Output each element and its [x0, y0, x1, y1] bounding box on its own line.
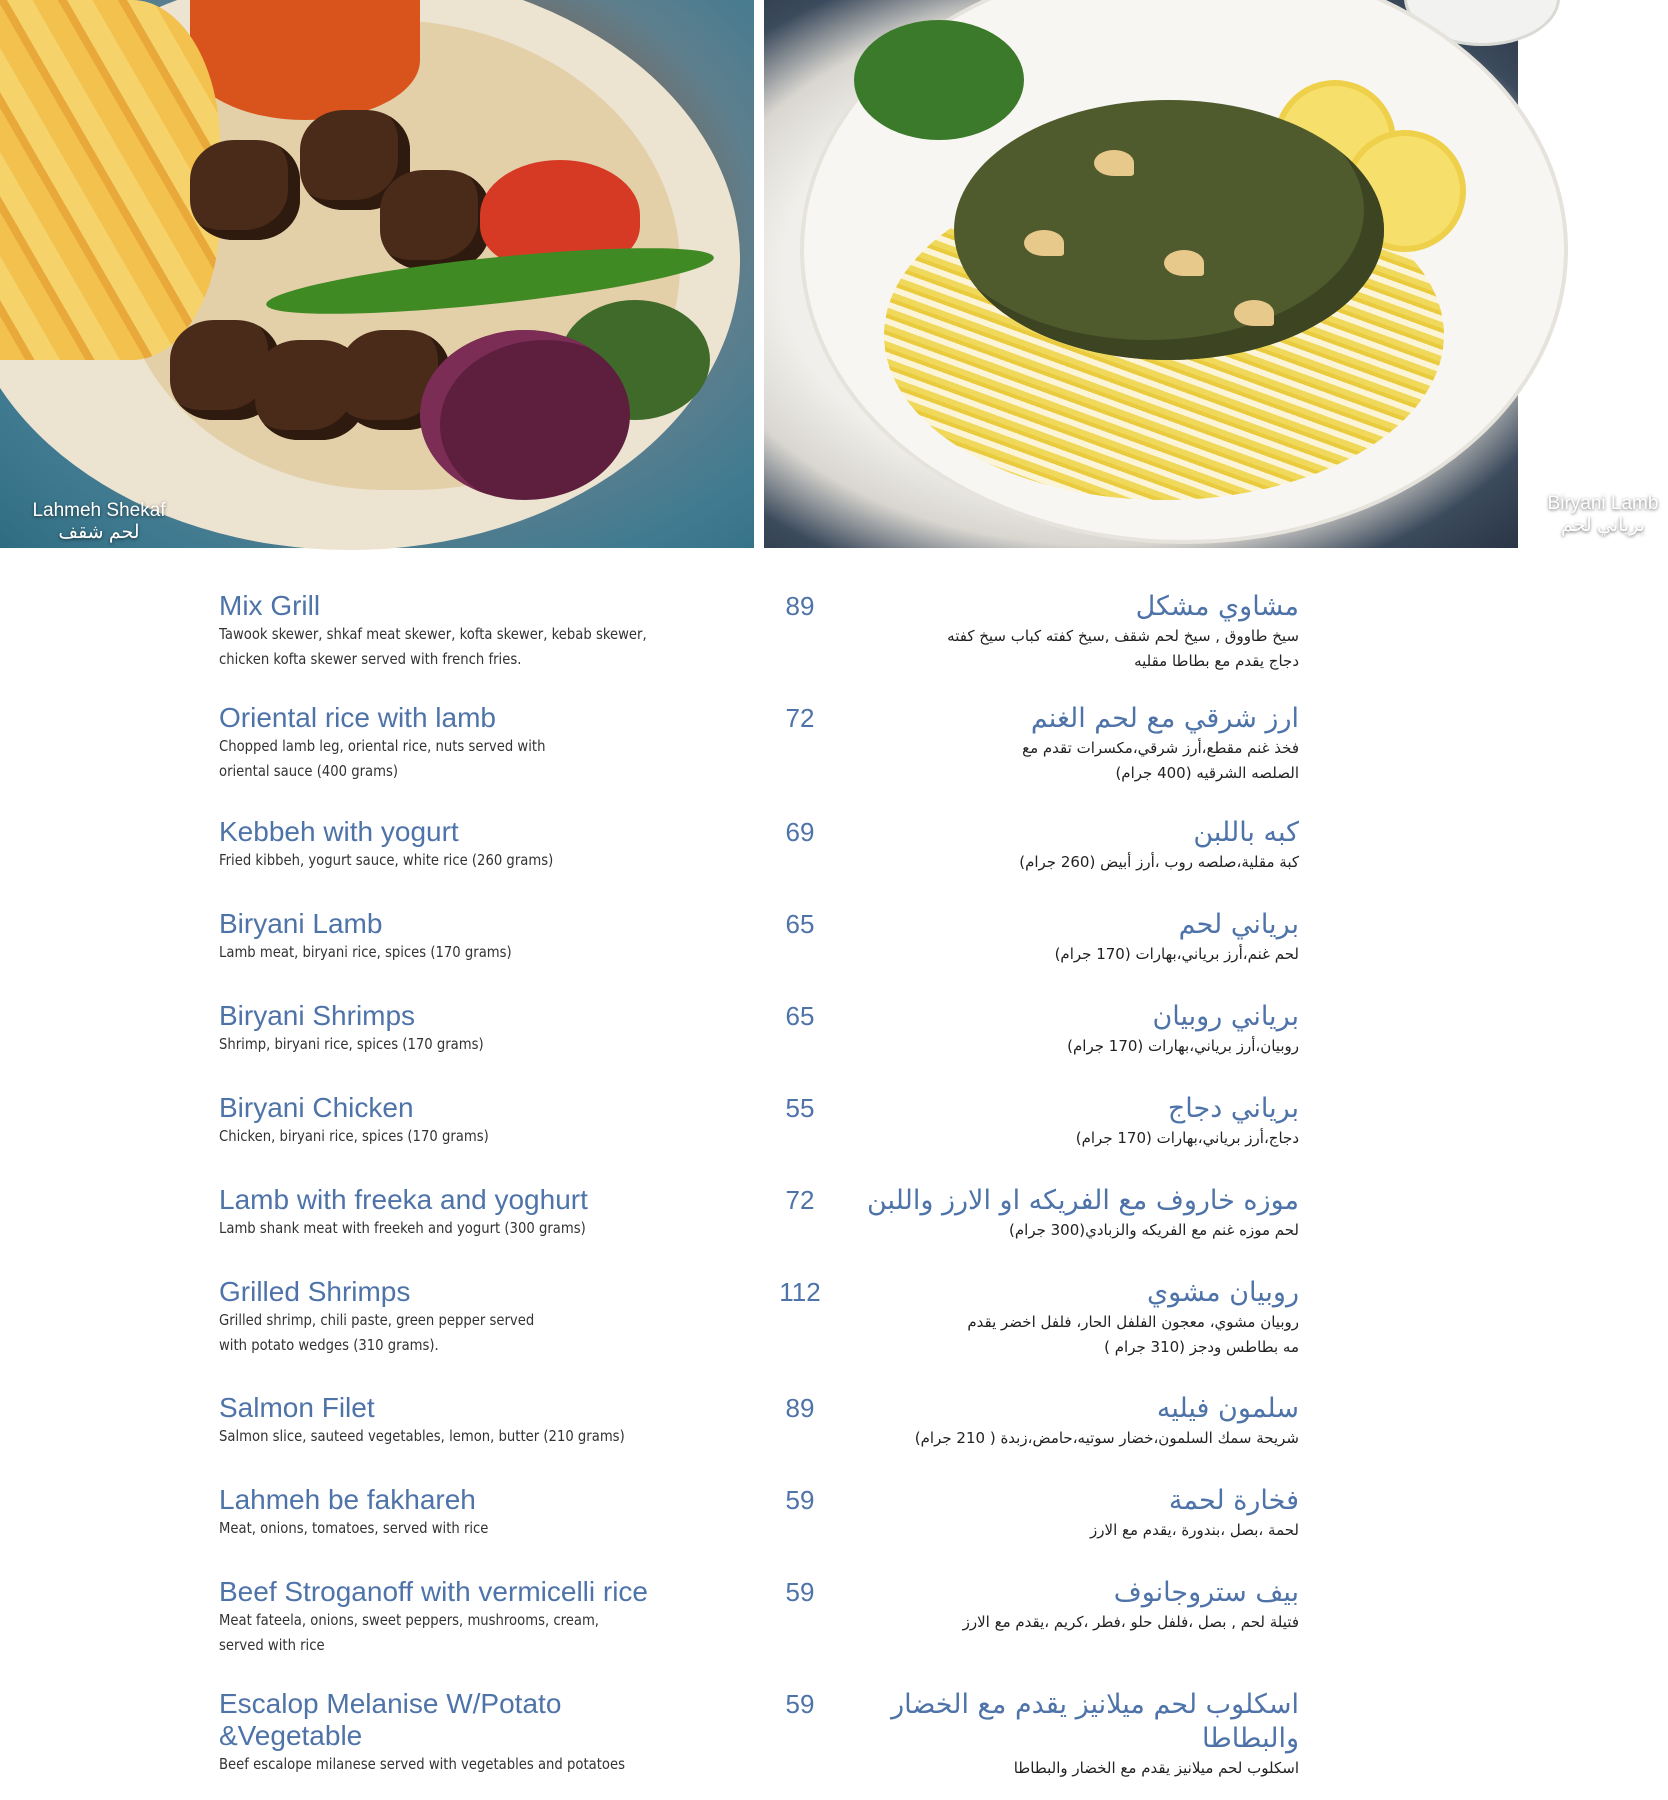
item-en — [219, 908, 689, 965]
item-price: 59 — [785, 1577, 815, 1607]
item-ar — [829, 1576, 1299, 1635]
item-name-en: Biryani Lamb — [219, 908, 383, 939]
item-ar — [829, 1688, 1299, 1781]
item-price: 59 — [785, 1485, 815, 1515]
item-en — [219, 1392, 689, 1449]
item-name-en: Biryani Chicken — [219, 1092, 414, 1123]
item-desc-en: Fried kibbeh, yogurt sauce, white rice (260 grams) — [219, 851, 554, 869]
item-desc-ar: فخذ غنم مقطع،أرز شرقي،مكسرات تقدم مع الصلصه الشرقيه (400 جرام) — [1022, 739, 1299, 782]
item-name-ar: سلمون فيليه — [1156, 1393, 1299, 1424]
item-desc-en: Meat fateela, onions, sweet peppers, mushrooms, cream, served with rice — [219, 1611, 600, 1654]
cashew — [1164, 250, 1204, 276]
item-name-en: Salmon Filet — [219, 1392, 375, 1423]
item-price: 112 — [779, 1277, 821, 1307]
grilled-onion — [420, 330, 630, 500]
item-name-en: Biryani Shrimps — [219, 1000, 416, 1031]
item-en — [219, 1688, 689, 1777]
item-name-en: Oriental rice with lamb — [219, 702, 496, 733]
item-ar — [829, 1392, 1299, 1451]
item-desc-en: Chicken, biryani rice, spices (170 grams) — [219, 1127, 489, 1145]
item-desc-en: Tawook skewer, shkaf meat skewer, kofta skewer, kebab skewer, chicken kofta skewer served with french fries. — [219, 625, 647, 668]
item-name-ar: برياني لحم — [1178, 909, 1299, 940]
item-name-en: Beef Stroganoff with vermicelli rice — [219, 1576, 648, 1607]
item-name-en: Lamb with freeka and yoghurt — [219, 1184, 588, 1215]
biryani-lamb-photo — [764, 0, 1659, 548]
item-price: 89 — [785, 1393, 815, 1423]
left-photo-caption — [24, 500, 174, 544]
item-desc-en: Lamb shank meat with freekeh and yogurt (300 grams) — [219, 1219, 586, 1237]
item-price: 65 — [785, 1001, 815, 1031]
item-ar — [829, 908, 1299, 967]
item-en — [219, 1576, 689, 1658]
item-ar — [829, 816, 1299, 875]
item-desc-ar: لحمة ،بصل ،بندورة ،يقدم مع الارز — [1090, 1521, 1299, 1539]
item-ar — [829, 590, 1299, 674]
item-ar — [829, 1184, 1299, 1243]
item-en — [219, 1184, 689, 1241]
item-desc-en: Chopped lamb leg, oriental rice, nuts served with oriental sauce (400 grams) — [219, 737, 546, 780]
item-en — [219, 1276, 689, 1358]
mint-leaves — [854, 20, 1024, 140]
item-ar — [829, 1000, 1299, 1059]
item-name-en: Lahmeh be fakhareh — [219, 1484, 476, 1515]
item-ar — [829, 1484, 1299, 1543]
item-ar — [829, 1092, 1299, 1151]
photo-row — [0, 0, 1659, 548]
item-name-ar: اسكلوب لحم ميلانيز يقدم مع الخضار والبطاطا — [891, 1689, 1299, 1754]
item-name-ar: موزه خاروف مع الفريكه او الارز واللبن — [866, 1185, 1299, 1216]
item-price: 55 — [785, 1093, 815, 1123]
item-name-ar: روبيان مشوي — [1146, 1277, 1299, 1308]
item-desc-ar: فتيلة لحم , بصل ،فلفل حلو ،فطر ،كريم ،يقدم مع الارز — [962, 1613, 1299, 1631]
item-desc-en: Grilled shrimp, chili paste, green pepper served with potato wedges (310 grams). — [219, 1311, 535, 1354]
item-price: 72 — [785, 1185, 815, 1215]
item-name-en: Mix Grill — [219, 590, 321, 621]
item-en — [219, 1484, 689, 1541]
item-name-en: Escalop Melanise W/Potato &Vegetable — [219, 1688, 562, 1751]
caption-ar: لحم شقف — [58, 522, 140, 543]
item-en — [219, 590, 689, 672]
meat-chunk — [380, 170, 490, 270]
item-ar — [829, 1276, 1299, 1360]
item-ar — [829, 702, 1299, 786]
item-en — [219, 702, 689, 784]
item-desc-ar: لحم موزه غنم مع الفريكه والزبادي(300 جرام) — [1009, 1221, 1299, 1239]
item-desc-ar: لحم غنم،أرز برياني،بهارات (170 جرام) — [1054, 945, 1299, 963]
item-price: 72 — [785, 703, 815, 733]
caption-en: Lahmeh Shekaf — [32, 500, 166, 521]
item-desc-ar: اسكلوب لحم ميلانيز يقدم مع الخضار والبطاطا — [1013, 1759, 1299, 1777]
item-price: 65 — [785, 909, 815, 939]
item-name-ar: مشاوي مشكل — [1135, 591, 1299, 622]
cashew — [1094, 150, 1134, 176]
lamb-stew — [954, 100, 1384, 360]
chili-paste — [190, 0, 420, 120]
item-name-ar: بيف ستروجانوف — [1113, 1577, 1299, 1608]
item-en — [219, 816, 689, 873]
item-name-ar: فخارة لحمة — [1168, 1485, 1299, 1516]
item-desc-ar: دجاج،أرز برياني،بهارات (170 جرام) — [1075, 1129, 1299, 1147]
item-desc-ar: روبيان،أرز برياني،بهارات (170 جرام) — [1067, 1037, 1299, 1055]
item-price: 89 — [785, 591, 815, 621]
item-price: 69 — [785, 817, 815, 847]
item-desc-ar: شريحة سمك السلمون،خضار سوتيه،حامض،زبدة ( 210 جرام) — [914, 1429, 1299, 1447]
item-name-ar: كبه باللبن — [1193, 817, 1299, 848]
caption-en: Biryani Lamb — [1547, 493, 1659, 514]
french-fries — [0, 0, 220, 360]
item-name-ar: ارز شرقي مع لحم الغنم — [1030, 703, 1299, 734]
item-desc-ar: كبة مقلية،صلصه روب ،أرز أبيض (260 جرام) — [1019, 853, 1299, 871]
cashew — [1024, 230, 1064, 256]
item-en — [219, 1000, 689, 1057]
lahmeh-shekaf-photo — [0, 0, 754, 548]
item-name-ar: برياني روبيان — [1152, 1001, 1299, 1032]
item-name-en: Grilled Shrimps — [219, 1276, 411, 1307]
item-desc-en: Salmon slice, sauteed vegetables, lemon, butter (210 grams) — [219, 1427, 625, 1445]
item-desc-ar: سيخ طاووق , سيخ لحم شقف ,سيخ كفته كباب سيخ كفته دجاج يقدم مع بطاطا مقليه — [947, 627, 1299, 670]
item-desc-en: Meat, onions, tomatoes, served with rice — [219, 1519, 489, 1537]
caption-ar: برياني لحم — [1561, 515, 1645, 536]
item-en — [219, 1092, 689, 1149]
cashew — [1234, 300, 1274, 326]
right-photo-caption — [1538, 493, 1668, 537]
item-desc-en: Shrimp, biryani rice, spices (170 grams) — [219, 1035, 484, 1053]
item-desc-en: Beef escalope milanese served with vegetables and potatoes — [219, 1755, 625, 1773]
item-name-ar: برياني دجاج — [1167, 1093, 1299, 1124]
item-price: 59 — [785, 1689, 815, 1719]
meat-chunk — [190, 140, 300, 240]
item-desc-en: Lamb meat, biryani rice, spices (170 grams) — [219, 943, 512, 961]
item-desc-ar: روبيان مشوي، معجون الفلفل الحار، فلفل اخضر يقدم مه بطاطس ودجز (310 جرام ) — [967, 1313, 1299, 1356]
item-name-en: Kebbeh with yogurt — [219, 816, 459, 847]
